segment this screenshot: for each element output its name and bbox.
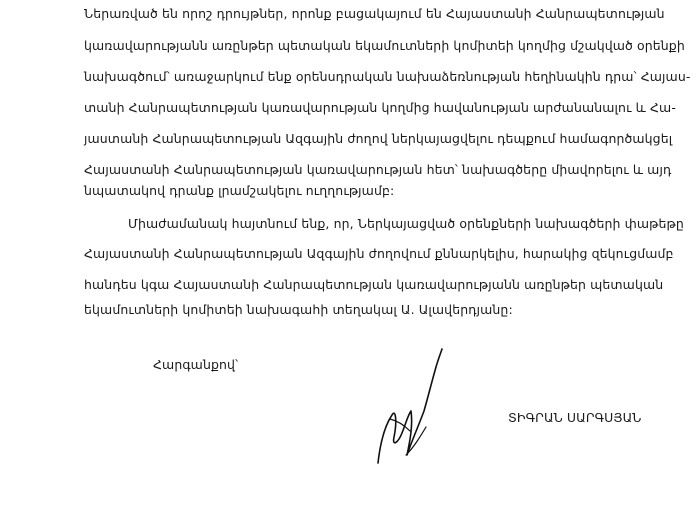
signatory-name: ՏԻԳՐԱՆ ՍԱՐԳՍՅԱՆ — [508, 410, 642, 425]
salutation: Հարգանքով՝ — [153, 357, 239, 372]
body-line-3: նախագծում՝ առաջարկում ենք օրենսդրական նախաձեռնության հեղինակին դրա՝ Հայաս- — [84, 69, 691, 84]
handwritten-signature — [370, 345, 450, 470]
body-line-1: Ներառված են որոշ դրույթներ, որոնք բացակայում են Հայաստանի Հանրապետության — [84, 6, 665, 21]
body-line-7: նպատակով դրանք լրամշակելու ուղղությամբ: — [84, 183, 395, 198]
body-line-6: Հայաստանի Հանրապետության կառավարության հետ՝ նախագծերը միավորելու և այդ — [84, 162, 672, 177]
body-line-5: յաստանի Հանրապետության Ազգային ժողով ներկայացվելու դեպքում համագործակցել — [84, 131, 673, 146]
body-line-11: եկամուտների կոմիտեի նախագահի տեղակալ Ա. Ալավերդյանը: — [84, 302, 513, 317]
body-line-9: Հայաստանի Հանրապետության Ազգային ժողովում քննարկելիս, հարակից զեկուցմամբ — [84, 246, 674, 261]
body-line-10: հանդես կգա Հայաստանի Հանրապետության կառավարությանն առընթեր պետական — [84, 277, 664, 292]
body-line-8: Միաժամանակ հայտնում ենք, որ, Ներկայացված օրենքների նախագծերի փաթեթը — [128, 216, 684, 231]
body-line-4: տանի Հանրապետության կառավարության կողմից հավանության արժանանալու և Հա- — [84, 100, 676, 115]
body-line-2: կառավարությանն առընթեր պետական եկամուտների կոմիտեի կողմից մշակված օրենքի — [84, 38, 685, 53]
